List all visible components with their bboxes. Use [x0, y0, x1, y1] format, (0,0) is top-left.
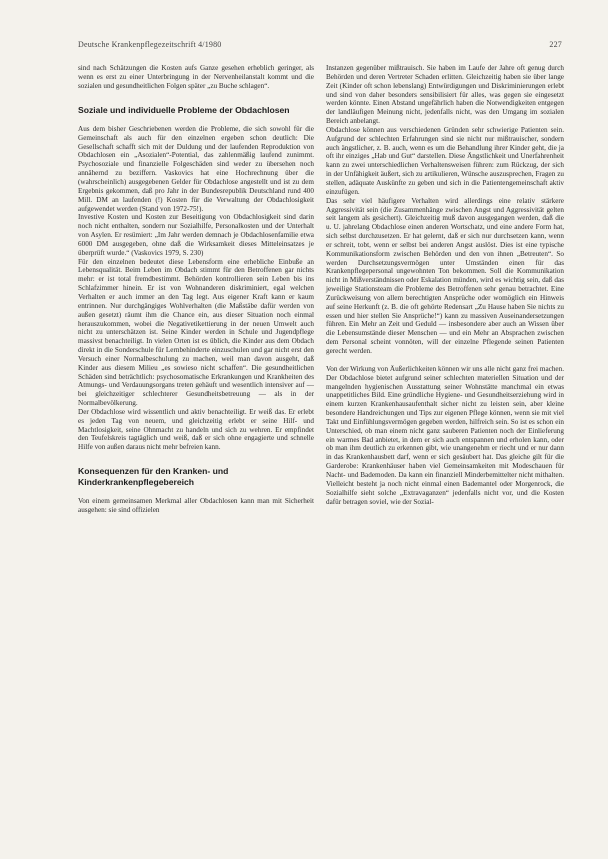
left-column	[78, 64, 314, 515]
paragraph-gap	[326, 356, 564, 365]
section-heading-problems: Soziale und individuelle Probleme der Obdachlosen	[78, 104, 290, 115]
page-number: 227	[549, 40, 562, 49]
journal-title: Deutsche Krankenpflegezeitschrift 4/1980	[78, 40, 222, 49]
body-paragraph: Aus dem bisher Geschriebenen werden die Probleme, die sich sowohl für die Gemeinschaft als auch für den einzelnen ergeben schon deutlich: Die Gesellschaft schafft sich mit der Duldung und der laufenden Reproduktion von Obdachlosen ein „Asozialen“-Potential, das zahlenmäßig laufend zunimmt. Psychosoziale und finanzielle Folgeschäden sind weder zu übersehen noch annähernd zu beziffern. Vaskovics hat eine Hochrechnung über die (wahrscheinlich) ausgegebenen Gelder für Obdachlose angestellt und ist zu dem Ergebnis gekommen, daß pro Jahr in der Bundesrepublik Deutschland rund 400 Mill. DM an laufenden (!) Kosten für die Verwaltung der Obdachlosigkeit aufgewendet werden (Stand von 1972-75!).	[78, 124, 314, 213]
page-header	[78, 40, 562, 49]
body-paragraph: Der Obdachlose wird wissentlich und aktiv benachteiligt. Er weiß das. Er erlebt es jeden Tag von neuem, und gleichzeitig erlebt er seine Hilf- und Machtlosigkeit, seine Ohnmacht zu handeln und sich zu wehren. Er empfindet den Teufelskreis tagtäglich und weiß, daß er sich ohne engagierte und schnelle Hilfe von außen daraus nicht mehr befreien kann.	[78, 407, 314, 452]
body-paragraph: Investive Kosten und Kosten zur Beseitigung von Obdachlosigkeit sind darin noch nicht enthalten, sondern nur Sozialhilfe, Personalkosten und der Unterhalt von Asylen. Er resümiert: „Im Jahr werden demnach je Obdachlosenfamilie etwa 6000 DM ausgegeben, ohne daß die Wirksamkeit dieses Mitteleinsatzes je überprüft wurde.“ (Vaskovics 1979, S. 230)	[78, 213, 314, 257]
body-paragraph: Von einem gemeinsamen Merkmal aller Obdachlosen kann man mit Sicherheit ausgehen: sie sind offizielen	[78, 496, 314, 514]
section-heading-consequences: Konsequenzen für den Kranken- und Kinderkrankenpflegebereich	[78, 466, 229, 487]
intro-paragraph: sind nach Schätzungen die Kosten aufs Ganze gesehen erheblich geringer, als wenn es erst zu einer Unterbringung in der Nervenheilanstalt kommt und die sozialen und gesundheitlichen Folgen später „zu Buche schlagen“.	[78, 64, 314, 90]
body-paragraph: Von der Wirkung von Äußerlichkeiten können wir uns alle nicht ganz frei machen. Der Obdachlose bietet aufgrund seiner schlechten materiellen Situation und der mangelnden hygienischen Ausstattung seiner Wohnstätte manchmal ein etwas unappetitliches Bild. Eine gründliche Hygiene- und Gesundheitserziehung wird in einem kurzen Krankenhausaufenthalt sicher nicht zu leisten sein, aber kleine besondere Handreichungen und Tips zur eigenen Pflege können, wenn sie mit viel Takt und Einfühlungsvermögen gegeben werden, hilfreich sein. So ist es schon ein Unterschied, ob man einem nicht ganz sauberen Patienten noch der Einlieferung ein warmes Bad anbietet, in dem er sich auch entspannen und erholen kann, oder ob man ihm deutlich zu erkennen gibt, wie unangenehm er riecht und er nur dann in das Krankenhausbett darf, wenn er sich gesäubert hat. Das gleiche gilt für die Garderobe: Krankenhäuser haben viel Gemeinsamkeiten mit Modeschauen für Nacht- und Bademoden. Da kann ein finanziell Minderbemittelter nicht mithalten. Vielleicht besteht ja noch nicht einmal einen Bademantel oder Morgenrock, die Sozialhilfe sieht solche „Extravaganzen“ jedenfalls nicht vor, und die Kosten dafür betragen soviel, wie der Sozial-	[326, 364, 564, 506]
body-paragraph: Für den einzelnen bedeutet diese Lebensform eine erhebliche Einbuße an Lebensqualität. Beim Leben im Obdach stimmt für den Betroffenen gar nichts mehr: er ist total fremdbestimmt. Behörden kontrollieren sein Leben bis ins Schlafzimmer hinein. Er ist von Wohnanderen diskriminiert, egal welchen Verhalten er auch immer an den Tag legt. Aus eigener Kraft kann er kaum entrinnen. Nur durchgängiges Wohlverhalten (die Maßstäbe dafür werden von außen gesetzt) räumt ihm die Chance ein, aus dieser Situation noch einmal herauszukommen, wobei die Negativetikettierung in der neuen Umwelt auch nicht zu unterschätzen ist. Seine Kinder werden in Schule und Jugendpflege massivst benachteiligt. In vielen Orten ist es üblich, die Kinder aus dem Obdach direkt in die Sonderschule für Lernbehinderte einzuschulen und gar nicht erst den Versuch einer Normalbeschulung zu machen, weil man davon ausgeht, daß Kinder aus diesem Milieu „es sowieso nicht schaffen“. Die gesundheitlichen Schäden sind beträchtlich: psychosomatische Erkrankungen und Krankheiten des Atmungs- und Verdauungsorgans treten gehäuft und wesentlich intensiver auf — bei gleichzeitiger schlechterer Gesundheitsbetreuung — als in der Normalbevölkerung.	[78, 257, 314, 408]
body-paragraph: Obdachlose können aus verschiedenen Gründen sehr schwierige Patienten sein. Aufgrund der schlechten Erfahrungen sind sie nicht nur mißtrauischer, sondern auch ängstlicher, z. B. auch, wenn es um die Behandlung ihrer Kinder geht, die ja oft ihr einziges „Hab und Gut“ darstellen. Diese Ängstlichkeit und Unerfahrenheit kann zu zwei unterschiedlichen Verhaltensweisen führen: zum Rückzug, der sich in der Unfähigkeit äußert, sich zu artikulieren, Wünsche auszusprechen, Fragen zu stellen, adäquate Auskünfte zu geben und sich in die Patientengemeinschaft aktiv einzufügen.	[326, 125, 564, 196]
body-paragraph: Instanzen gegenüber mißtrauisch. Sie haben im Laufe der Jahre oft genug durch Behörden und deren Vertreter Schaden erlitten. Gleichzeitig haben sie über lange Zeit (Kinder oft schon lebenslang) Entwürdigungen und Diskriminierungen erlebt und sind von daher besonders sensibilisiert für alles, was gegen sie eingesetzt werden könnte. Einen Abstand ungefährlich haben die Notwendigkeiten entgegen der landläufigen Meinung nicht, jedenfalls nicht, was den Umgang im sozialen Bereich anbelangt.	[326, 64, 564, 126]
body-paragraph: Das sehr viel häufigere Verhalten wird allerdings eine relativ stärkere Aggressivität sein (die Zusammenhänge zwischen Angst und Aggressivität gelten seit langem als gesichert). Gleichzeitig muß davon ausgegangen werden, daß die u. U. jahrelang Obdachlose einen anderen Wortschatz, und eine andere Form hat, sich selbst durchzusetzen. Er hat gelernt, daß er sich nur durchsetzen kann, wenn er schreit, tobt, wenn er selbst bei anderen Angst auslöst. Dies ist eine typische Kommunikationsform zwischen Behörden und den von ihnen „Betreuten“. So werden Durchsetzungsvermögen unter Umständen einen für das Krankenpflegepersonal ungewohnten Ton bekommen. Soll die Kommunikation nicht in Mißverständnissen oder Eskalation münden, wird es wichtig sein, daß das jeweilige Stationsteam die Probleme des Betroffenen sehr genau betrachtet. Eine Zurückweisung von allem berechtigten Ansprüche oder womöglich ein Hinweis auf seine Herkunft (z. B. die oft gehörte Redensart „Zu Hause haben Sie nichts zu essen und hier stellen Sie Ansprüche!“) kann zu massiven Auseinandersetzungen führen. Ein Mehr an Zeit und Geduld — insbesondere aber auch an Wissen über die Lebensumstände dieser Menschen — und ein Mehr an Absprachen zwischen dem Personal scheint vonnöten, will der einzelne Pflegende seinen Patienten gerecht werden.	[326, 196, 564, 355]
right-column	[326, 64, 564, 506]
